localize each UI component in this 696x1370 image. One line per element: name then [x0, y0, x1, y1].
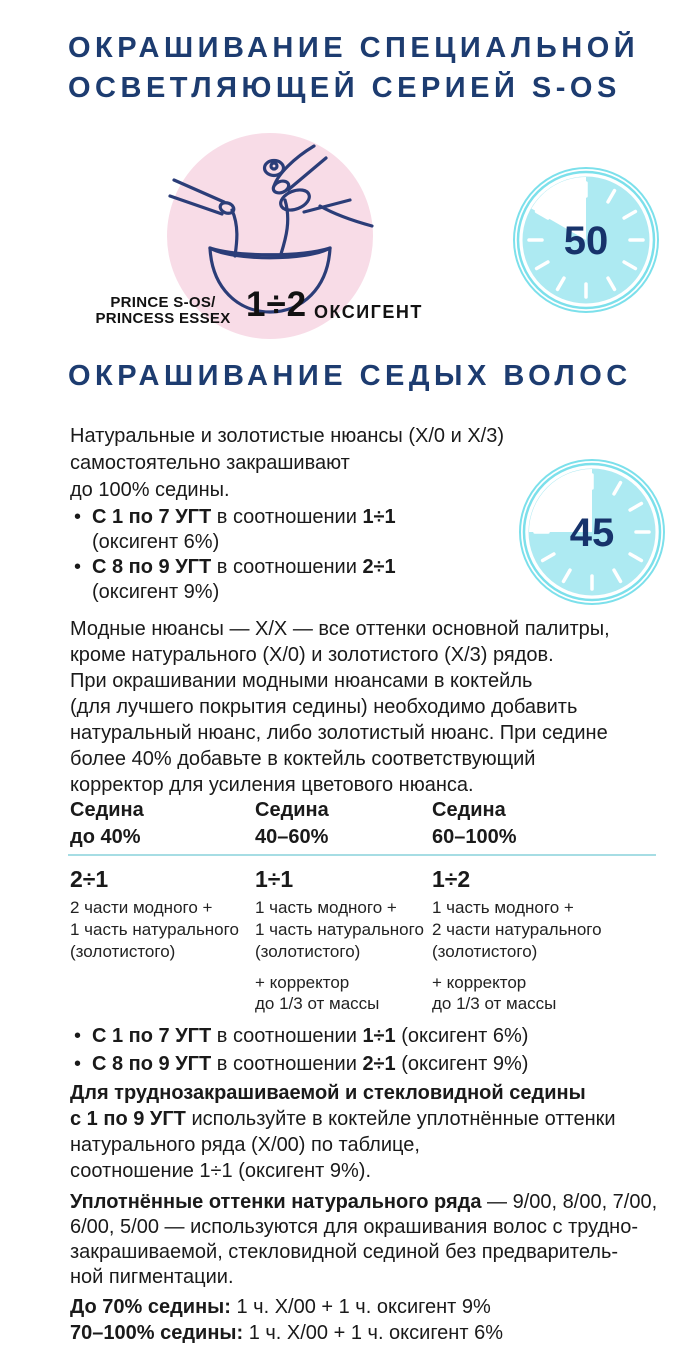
list-item: [74, 1022, 528, 1050]
bullet-icon: •: [74, 1053, 82, 1075]
timer-50-icon: [511, 165, 661, 315]
column-header: до 40%: [70, 826, 141, 848]
bullet-line: С 8 по 9 УГТ в соотношении 2÷1 (оксигент 9%): [92, 1053, 529, 1075]
column-header: Седина: [432, 799, 506, 821]
recipe-line: 70–100% седины: 1 ч. Х/00 + 1 ч. оксигент 6%: [70, 1322, 503, 1344]
column-recipe: 1 часть модного + 2 части натурального (золотистого): [432, 898, 602, 961]
column-header: Седина: [70, 799, 144, 821]
page-title-gray: ОКРАШИВАНИЕ СЕДЫХ ВОЛОС: [68, 360, 632, 392]
fashion-line: более 40% добавьте в коктейль соответствующий: [70, 748, 536, 770]
column-corrector: + корректор до 1/3 от массы: [432, 973, 557, 1013]
final-recipes: [70, 1294, 503, 1346]
bullet-line2: (оксигент 9%): [92, 581, 220, 603]
recipe-line: До 70% седины: 1 ч. Х/00 + 1 ч. оксигент 9%: [70, 1296, 491, 1318]
table-column-40-60: [255, 797, 432, 1014]
ratio-bullet-list-2: [74, 1022, 528, 1078]
list-item: [74, 555, 396, 605]
oxigent-label: ОКСИГЕНТ: [314, 302, 423, 322]
bullet-icon: •: [74, 556, 82, 578]
fashion-line: (для лучшего покрытия седины) необходимо добавить: [70, 696, 578, 718]
bullet-icon: •: [74, 1025, 82, 1047]
intro-line: до 100% седины.: [70, 479, 230, 501]
bullet-line1: С 8 по 9 УГТ в соотношении 2÷1: [92, 556, 396, 578]
column-ratio: 1÷1: [255, 866, 294, 892]
timer-50-minutes: 50: [563, 219, 609, 263]
dense-line: Уплотнённые оттенки натурального ряда — 9/00, 8/00, 7/00,: [70, 1191, 658, 1213]
table-column-60-100: [432, 797, 658, 1014]
intro-paragraph: [70, 423, 504, 504]
page-title-sos: [68, 28, 639, 108]
dense-line: закрашиваемой, стекловидной сединой без предваритель-: [70, 1241, 619, 1263]
bullet-icon: •: [74, 506, 82, 528]
hard-gray-line: натурального ряда (Х/00) по таблице,: [70, 1134, 420, 1156]
column-header: 40–60%: [255, 826, 329, 848]
product-label: [76, 295, 250, 327]
mix-ratio-value: 1÷2: [246, 285, 308, 324]
dense-line: ной пигментации.: [70, 1266, 234, 1288]
fashion-line: При окрашивании модными нюансами в коктейль: [70, 670, 533, 692]
fashion-line: кроме натурального (Х/0) и золотистого (Х/3) рядов.: [70, 644, 554, 666]
list-item: [74, 505, 396, 555]
gray-coverage-table: [70, 797, 658, 1014]
fashion-line: Модные нюансы — Х/Х — все оттенки основной палитры,: [70, 618, 610, 640]
hard-gray-paragraph: [70, 1080, 616, 1184]
timer-45-icon: [517, 457, 667, 607]
table-divider: [68, 854, 656, 856]
intro-line: Натуральные и золотистые нюансы (Х/0 и Х/3): [70, 425, 504, 447]
ratio-bullet-list: [74, 505, 396, 605]
hard-gray-line: соотношение 1÷1 (оксигент 9%).: [70, 1160, 371, 1182]
column-recipe: 2 части модного + 1 часть натурального (золотистого): [70, 898, 239, 961]
fashion-line: корректор для усиления цветового нюанса.: [70, 774, 474, 796]
column-ratio: 1÷2: [432, 866, 471, 892]
column-corrector: + корректор до 1/3 от массы: [255, 973, 380, 1013]
bullet-line: С 1 по 7 УГТ в соотношении 1÷1 (оксигент 6%): [92, 1025, 529, 1047]
column-ratio: 2÷1: [70, 866, 109, 892]
product-label-line1: PRINCE S-OS/: [110, 294, 216, 311]
hard-gray-line: Для труднозакрашиваемой и стекловидной седины: [70, 1082, 586, 1104]
dense-line: 6/00, 5/00 — используются для окрашивания волос с трудно-: [70, 1216, 638, 1238]
product-label-line2: PRINCESS ESSEX: [95, 310, 231, 327]
column-recipe: 1 часть модного + 1 часть натурального (золотистого): [255, 898, 424, 961]
list-item: [74, 1050, 528, 1078]
bullet-line1: С 1 по 7 УГТ в соотношении 1÷1: [92, 506, 396, 528]
fashion-paragraph: [70, 616, 610, 798]
bullet-line2: (оксигент 6%): [92, 531, 220, 553]
intro-line: самостоятельно закрашивают: [70, 452, 350, 474]
hard-gray-line: с 1 по 9 УГТ используйте в коктейле уплотнённые оттенки: [70, 1108, 616, 1130]
column-header: 60–100%: [432, 826, 517, 848]
dense-shades-paragraph: [70, 1190, 657, 1290]
page-title-sos-line1: ОКРАШИВАНИЕ СПЕЦИАЛЬНОЙ: [68, 32, 640, 64]
fashion-line: натуральный нюанс, либо золотистый нюанс. При седине: [70, 722, 608, 744]
table-column-under40: [70, 797, 255, 1014]
timer-45-minutes: 45: [569, 511, 615, 555]
column-header: Седина: [255, 799, 329, 821]
page-title-sos-line2: ОСВЕТЛЯЮЩЕЙ СЕРИЕЙ S-OS: [68, 72, 621, 104]
